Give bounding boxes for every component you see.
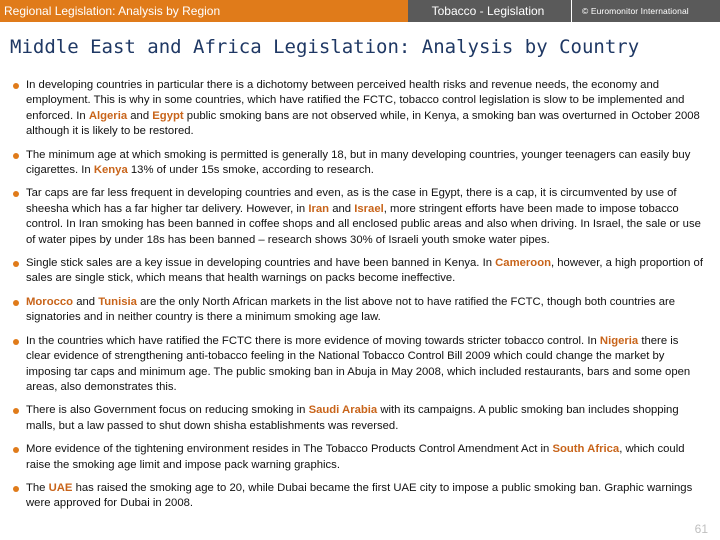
bullet-dot-icon	[13, 339, 19, 345]
highlighted-country: South Africa	[552, 443, 620, 456]
bullet-dot-icon	[13, 408, 19, 414]
bullet-text: The minimum age at which smoking is permitted is generally 18, but in many developing countries, younger teenagers can easily buy cigarettes. In	[26, 148, 691, 177]
header-divider	[571, 0, 572, 22]
bullet-text: with its campaigns. A public smoking ban includes shopping malls, but a law passed to shut down shisha establishments was reversed.	[26, 404, 679, 432]
section-label: Regional Legislation: Analysis by Region	[0, 0, 408, 22]
bullet-text: 13% of under 15s smoke, according to research.	[127, 164, 374, 177]
bullet-text: More evidence of the tightening environment resides in The Tobacco Products Control Amendment Act in	[26, 443, 553, 456]
bullet-text: has raised the smoking age to 20, while Dubai became the first UAE city to impose a public smoking ban. Graphic warnings were approved for Dubai in 2008.	[26, 481, 693, 510]
bullet-item	[10, 186, 704, 248]
highlighted-country: UAE	[48, 481, 73, 494]
bullet-dot-icon	[13, 191, 19, 197]
header-bar	[0, 0, 720, 22]
bullet-text: In the countries which have ratified the FCTC there is more evidence of moving towards stricter tobacco control. In	[26, 334, 600, 347]
bullet-dot-icon	[13, 486, 19, 492]
highlighted-country: Israel	[354, 202, 384, 215]
highlighted-country: Tunisia	[98, 295, 137, 308]
bullet-text: , more stringent efforts have been made to impose tobacco control. In Iran smoking has been banned in coffee shops and all enclosed public areas and also when driving. In Israel, the sale or use of water pipes by under 18s has been banned – research shows 30% of Israeli youth smoke water pipes.	[26, 202, 701, 246]
bullet-text: , which could raise the smoking age limit and impose pack warning graphics.	[26, 443, 685, 471]
bullet-item	[10, 481, 704, 512]
bullet-list	[10, 78, 704, 520]
bullet-text: Single stick sales are a key issue in developing countries and have been banned in Kenya. In	[26, 257, 496, 270]
highlighted-country: Morocco	[26, 295, 74, 308]
bullet-text: and	[127, 109, 153, 122]
bullet-item	[10, 334, 704, 396]
highlighted-country: Algeria	[88, 109, 128, 122]
bullet-text: , however, a high proportion of sales are single stick, which means that health warnings on packs become ineffective.	[26, 257, 703, 285]
bullet-item	[10, 78, 704, 140]
bullet-dot-icon	[13, 153, 19, 159]
highlighted-country: Egypt	[152, 109, 184, 122]
page-number: 61	[694, 522, 708, 536]
bullet-item	[10, 403, 704, 434]
bullet-item	[10, 295, 704, 326]
bullet-dot-icon	[13, 261, 19, 267]
highlighted-country: Iran	[308, 202, 330, 215]
bullet-text: In developing countries in particular there is a dichotomy between perceived health risks and revenue needs, the economy and employment. This is why in some countries, which have ratified the FCTC, tobacco control legislation is slow to be implemented and enforced. In	[26, 79, 685, 122]
bullet-dot-icon	[13, 447, 19, 453]
highlighted-country: Saudi Arabia	[308, 404, 378, 417]
bullet-item	[10, 256, 704, 287]
header-right-panel	[408, 0, 720, 22]
bullet-text: There is also Government focus on reducing smoking in	[26, 404, 309, 417]
bullet-text: and	[329, 202, 355, 215]
bullet-text: are the only North African markets in the list above not to have ratified the FCTC, though both countries are signatories and in neither country is there a minimum smoking age law.	[26, 295, 676, 324]
bullet-text: public smoking bans are not observed while, in Kenya, a smoking ban was overturned in October 2008 although it is likely to be restored.	[26, 109, 700, 138]
bullet-item	[10, 442, 704, 473]
bullet-item	[10, 148, 704, 179]
page-title: Middle East and Africa Legislation: Analysis by Country	[10, 36, 640, 58]
bullet-dot-icon	[13, 300, 19, 306]
highlighted-country: Kenya	[93, 164, 128, 177]
bullet-text: there is clear evidence of strengthening anti-tobacco feeling in the National Tobacco Control Bill 2009 which could change the market by imposing tar caps and minimum age. The public smoking ban in Abuja in May 2008, which included restaurants, bars and some open areas, also demonstrates this.	[26, 334, 691, 393]
bullet-text: Tar caps are far less frequent in developing countries and even, as is the case in Egypt, there is a cap, it is circumvented by use of sheesha which has a far higher tar delivery. However, in	[26, 187, 677, 215]
highlighted-country: Nigeria	[599, 334, 639, 347]
highlighted-country: Cameroon	[495, 257, 551, 270]
bullet-text: and	[73, 295, 99, 308]
bullet-dot-icon	[13, 83, 19, 89]
copyright-notice: © Euromonitor International	[582, 6, 689, 16]
topic-label: Tobacco - Legislation	[431, 4, 545, 18]
bullet-text: The	[26, 481, 49, 494]
